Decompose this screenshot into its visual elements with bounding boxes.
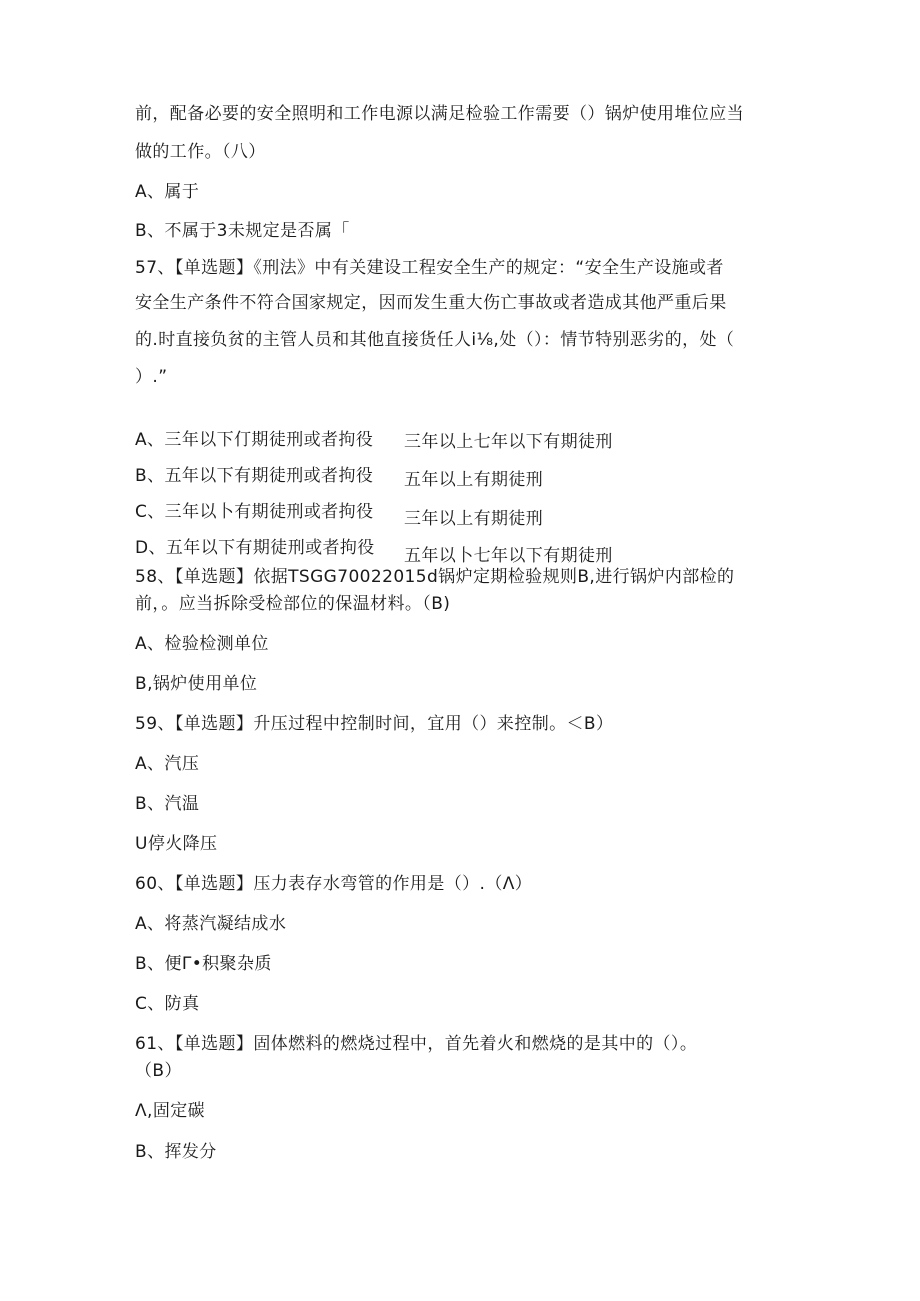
q58-question-line-1: 58、【单选题】依据TSGG70022015d锅炉定期检验规则B,进行锅炉内部检的 [135, 567, 735, 587]
q57-question-line-2: 安全生产条件不符合国家规定，因而发生重大伤亡事故或者造成其他严重后果 [135, 293, 727, 313]
q61-question-line-2: （B） [135, 1061, 182, 1081]
q60-option-a: A、将蒸汽凝结成水 [135, 914, 287, 934]
q60-question-line-1: 60、【单选题】压力表存水弯管的作用是（）.（Λ） [135, 874, 533, 894]
q61-option-a: Λ,固定碳 [135, 1101, 206, 1121]
q57-option-c-right: 三年以上有期徒刑 [404, 509, 544, 529]
intro-question-line-1: 前，配备必要的安全照明和工作电源以满足检验工作需要（）锅炉使用堆位应当 [135, 104, 744, 124]
q60-option-c: C、防真 [135, 994, 200, 1014]
q58-question-line-2: 前，。应当拆除受检部位的保温材料。（B) [135, 594, 451, 614]
q58-option-a: A、检验检测单位 [135, 634, 269, 654]
q59-option-c: U停火降压 [135, 834, 218, 854]
q59-question-line-1: 59、【单选题】升压过程中控制时间，宜用（）来控制。＜B） [135, 714, 614, 734]
q58-option-b: B,锅炉使用单位 [135, 674, 258, 694]
q57-option-a-right: 三年以上七年以下有期徒刑 [404, 432, 613, 452]
q57-option-a-left: A、三年以下仃期徒刑或者拘役 [135, 430, 374, 450]
q57-option-b-left: B、五年以下有期徒刑或者拘役 [135, 466, 374, 486]
intro-option-a: A、属于 [135, 182, 200, 202]
q60-option-b: B、便Γ•积聚杂质 [135, 954, 272, 974]
q57-option-c-left: C、三年以卜有期徒刑或者拘役 [135, 502, 374, 522]
q57-option-d-right: 五年以卜七年以下有期徒刑 [404, 546, 613, 566]
q61-option-b: B、挥发分 [135, 1142, 217, 1162]
q57-question-line-4: ）.” [135, 367, 168, 387]
q59-option-a: A、汽压 [135, 754, 200, 774]
intro-question-line-2: 做的工作。（八） [135, 142, 266, 162]
q57-question-line-1: 57、【单选题】《刑法》中有关建设工程安全生产的规定：“安全生产设施或者 [135, 258, 724, 278]
q57-question-line-3: 的.时直接负贫的主管人员和其他直接货任人i⅛,处（）：情节特别恶劣的，处（ [135, 330, 735, 350]
q61-question-line-1: 61、【单选题】固体燃料的燃烧过程中，首先着火和燃烧的是其中的（）。 [135, 1034, 698, 1054]
intro-option-b: B、不属于3未规定是否属「 [135, 221, 350, 241]
q59-option-b: B、汽温 [135, 794, 200, 814]
q57-option-b-right: 五年以上有期徒刑 [404, 470, 544, 490]
q57-option-d-left: D、五年以下有期徒刑或者拘役 [135, 538, 375, 558]
